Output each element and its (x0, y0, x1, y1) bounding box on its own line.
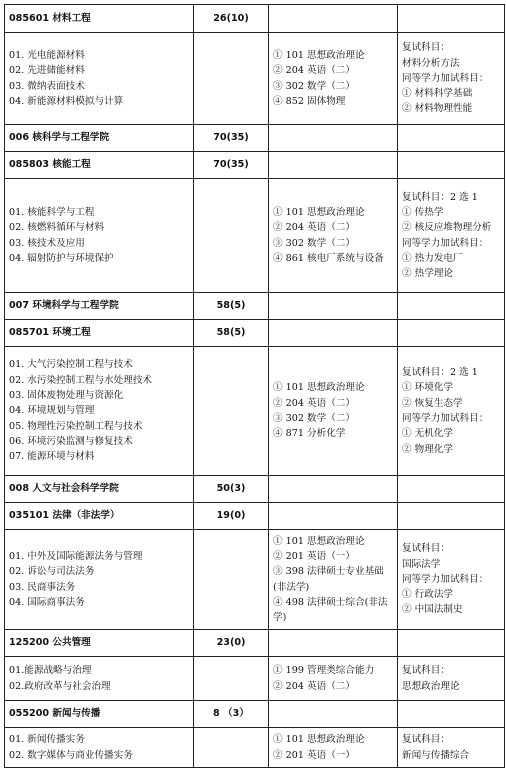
cell-line: 03. 固体废物处理与资源化 (9, 390, 124, 402)
cell-line: ① 无机化学 (402, 428, 454, 440)
cell-line: ③ 302 数学（二） (273, 80, 355, 92)
cell-line: ② 物理化学 (402, 443, 454, 455)
cell-line: 01. 中外及国际能源法务与管理 (9, 550, 143, 562)
empty-cell (194, 33, 269, 125)
cell-line: 02. 水污染控制工程与水处理技术 (9, 374, 153, 386)
empty-cell (269, 476, 398, 503)
cell-line: ④ 861 核电厂系统与设备 (273, 252, 384, 264)
research-directions (5, 728, 194, 768)
empty-cell (398, 701, 505, 728)
enrollment-count: 70(35) (194, 125, 269, 152)
program-header-row (5, 152, 505, 179)
cell-line: 03. 微纳表面技术 (9, 80, 85, 92)
research-directions (5, 657, 194, 701)
enrollment-count: 23(0) (194, 630, 269, 657)
exam-subjects (269, 347, 398, 476)
empty-cell (269, 701, 398, 728)
cell-line: 同等学力加试科目： (402, 413, 489, 424)
empty-cell (398, 320, 505, 347)
cell-line: 04. 国际商事法务 (9, 596, 85, 608)
cell-line: 同等学力加试科目： (402, 72, 489, 84)
cell-line: ② 201 英语（一） (273, 550, 355, 562)
cell-line: ② 核反应堆物理分析 (402, 222, 492, 234)
program-name: 125200 公共管理 (5, 630, 194, 657)
cell-line: 01. 核能科学与工程 (9, 206, 95, 218)
empty-cell (269, 5, 398, 33)
program-name: 055200 新闻与传播 (5, 701, 194, 728)
cell-line: 01.能源战略与治理 (9, 665, 92, 677)
retest-subjects (398, 179, 505, 293)
program-header-row (5, 701, 505, 728)
cell-line: ① 101 思想政治理论 (273, 206, 365, 218)
empty-cell (269, 152, 398, 179)
cell-line: 02.政府改革与社会治理 (9, 680, 111, 692)
empty-cell (269, 293, 398, 320)
program-detail-row (5, 728, 505, 768)
cell-line: 新闻与传播综合 (402, 749, 470, 761)
cell-line: 同等学力加试科目： (402, 237, 489, 249)
cell-line: ① 热力发电厂 (402, 252, 463, 264)
program-name: 006 核科学与工程学院 (5, 125, 194, 152)
research-directions (5, 33, 194, 125)
cell-line: ④ 852 固体物理 (273, 95, 346, 107)
enrollment-count: 50(3) (194, 476, 269, 503)
empty-cell (398, 152, 505, 179)
retest-subjects (398, 657, 505, 701)
exam-subjects (269, 33, 398, 125)
program-detail-row (5, 179, 505, 293)
empty-cell (269, 630, 398, 657)
program-name: 035101 法律（非法学） (5, 503, 194, 530)
enrollment-count: 58(5) (194, 293, 269, 320)
cell-line: ② 材料物理性能 (402, 103, 473, 115)
program-header-row (5, 320, 505, 347)
cell-line: 01. 大气污染控制工程与技术 (9, 359, 133, 371)
empty-cell (398, 630, 505, 657)
exam-subjects (269, 530, 398, 630)
empty-cell (398, 476, 505, 503)
cell-line: ③ 302 数学（二） (273, 413, 355, 424)
cell-line: ① 传热学 (402, 206, 444, 218)
program-name: 085701 环境工程 (5, 320, 194, 347)
research-directions (5, 530, 194, 630)
retest-subjects (398, 728, 505, 768)
program-detail-row (5, 33, 505, 125)
exam-subjects (269, 179, 398, 293)
cell-line: ② 204 英语（二） (273, 65, 355, 77)
enrollment-count: 58(5) (194, 320, 269, 347)
enrollment-count: 19(0) (194, 503, 269, 530)
empty-cell (269, 503, 398, 530)
enrollment-count: 26(10) (194, 5, 269, 33)
cell-line: 01. 光电能源材料 (9, 49, 85, 61)
cell-line: 04. 辐射防护与环境保护 (9, 252, 114, 264)
cell-line: 03. 民商事法务 (9, 581, 76, 593)
cell-line: ① 101 思想政治理论 (273, 734, 365, 746)
cell-line: ① 199 管理类综合能力 (273, 665, 375, 677)
cell-line: 04. 环境规划与管理 (9, 405, 95, 417)
enrollment-count: 70(35) (194, 152, 269, 179)
retest-subjects (398, 347, 505, 476)
exam-subjects (269, 657, 398, 701)
cell-line: ① 材料科学基础 (402, 88, 473, 100)
program-header-row (5, 476, 505, 503)
enrollment-count: 8 （3） (194, 701, 269, 728)
cell-line: ② 204 英语（二） (273, 397, 355, 409)
research-directions (5, 347, 194, 476)
retest-subjects (398, 33, 505, 125)
cell-line: 同等学力加试科目： (402, 573, 489, 585)
cell-line: 复试科目： (402, 734, 450, 746)
retest-subjects (398, 530, 505, 630)
program-name: 085601 材料工程 (5, 5, 194, 33)
cell-line: ② 204 英语（二） (273, 680, 355, 692)
cell-line: 02. 诉讼与司法法务 (9, 566, 95, 578)
cell-line: 02. 先进储能材料 (9, 65, 85, 77)
program-detail-row (5, 530, 505, 630)
empty-cell (398, 503, 505, 530)
cell-line: 材料分析方法 (402, 57, 460, 69)
empty-cell (398, 125, 505, 152)
cell-line: ③ 398 法律硕士专业基础(非法学) (273, 566, 384, 593)
empty-cell (398, 5, 505, 33)
program-header-row (5, 630, 505, 657)
empty-cell (194, 347, 269, 476)
cell-line: ② 恢复生态学 (402, 397, 463, 409)
cell-line: ① 行政法学 (402, 589, 454, 601)
empty-cell (269, 125, 398, 152)
cell-line: 06. 环境污染监测与修复技术 (9, 435, 133, 447)
cell-line: ② 中国法制史 (402, 604, 463, 616)
program-header-row (5, 293, 505, 320)
program-header-row (5, 5, 505, 33)
admissions-table (4, 4, 505, 768)
cell-line: 复试科目： (402, 665, 450, 677)
cell-line: 思想政治理论 (402, 680, 460, 692)
empty-cell (194, 179, 269, 293)
cell-line: 04. 新能源材料模拟与计算 (9, 95, 124, 107)
empty-cell (194, 530, 269, 630)
program-detail-row (5, 347, 505, 476)
cell-line: 02. 数字媒体与商业传播实务 (9, 749, 133, 761)
cell-line: ④ 871 分析化学 (273, 428, 346, 440)
cell-line: ④ 498 法律硕士综合(非法学) (273, 596, 388, 624)
cell-line: ② 204 英语（二） (273, 222, 355, 234)
program-header-row (5, 125, 505, 152)
empty-cell (269, 320, 398, 347)
cell-line: ① 101 思想政治理论 (273, 382, 365, 394)
cell-line: ① 101 思想政治理论 (273, 49, 365, 61)
admissions-table-body (5, 5, 505, 768)
cell-line: ① 101 思想政治理论 (273, 535, 365, 547)
program-name: 007 环境科学与工程学院 (5, 293, 194, 320)
cell-line: 01. 新闻传播实务 (9, 734, 85, 746)
program-name: 008 人文与社会科学学院 (5, 476, 194, 503)
cell-line: 复试科目：2 选 1 (402, 191, 478, 203)
cell-line: ② 热学理论 (402, 268, 454, 280)
cell-line: 复试科目： (402, 42, 450, 54)
cell-line: ① 环境化学 (402, 382, 454, 394)
cell-line: 复试科目： (402, 543, 450, 555)
cell-line: 国际法学 (402, 558, 441, 570)
program-header-row (5, 503, 505, 530)
empty-cell (194, 728, 269, 768)
cell-line: 03. 核技术及应用 (9, 237, 85, 249)
cell-line: ③ 302 数学（二） (273, 237, 355, 249)
research-directions (5, 179, 194, 293)
cell-line: 05. 物理性污染控制工程与技术 (9, 420, 143, 432)
program-name: 085803 核能工程 (5, 152, 194, 179)
empty-cell (194, 657, 269, 701)
cell-line: 复试科目：2 选 1 (402, 367, 478, 379)
cell-line: ② 201 英语（一） (273, 749, 355, 761)
cell-line: 07. 能源环境与材料 (9, 451, 95, 463)
program-detail-row (5, 657, 505, 701)
cell-line: 02. 核燃料循环与材料 (9, 222, 105, 234)
exam-subjects (269, 728, 398, 768)
empty-cell (398, 293, 505, 320)
